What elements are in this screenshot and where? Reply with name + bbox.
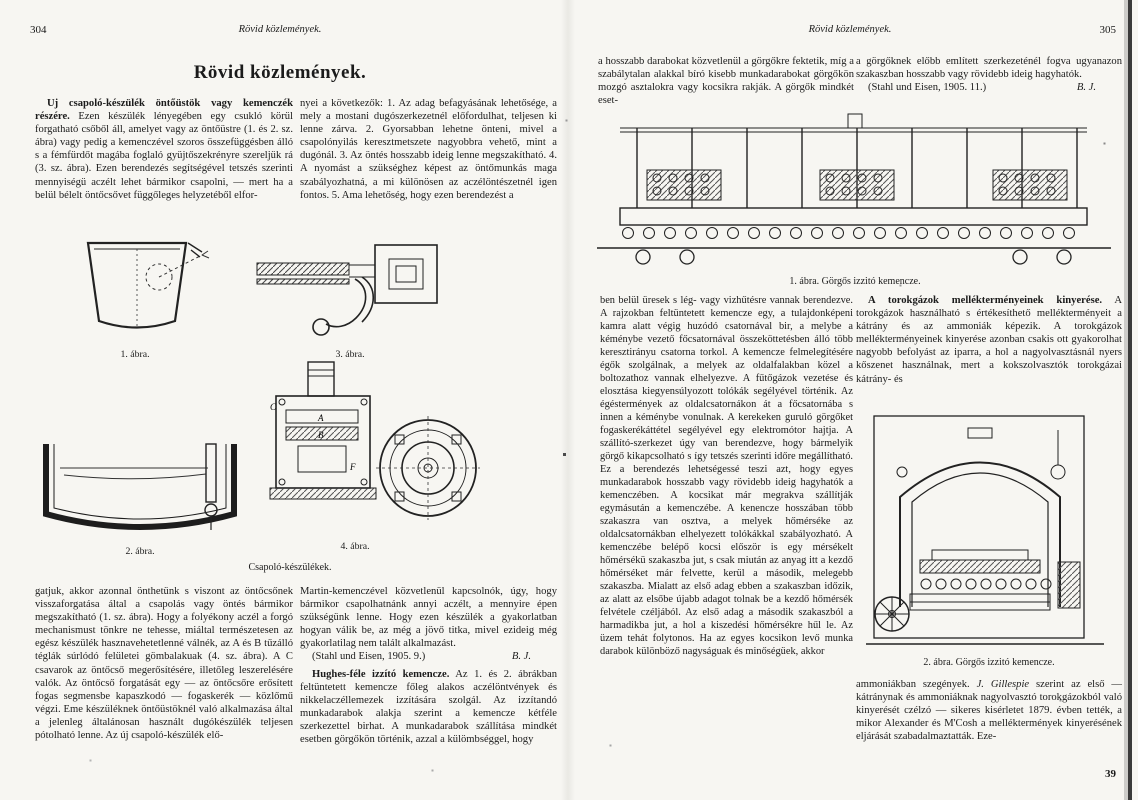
article1-source: (Stahl und Eisen, 1905. 9.) xyxy=(312,651,426,663)
article3-lead: A torokgázok mellékterményeinek kinyerése. xyxy=(868,295,1103,306)
col1-bottom-paragraph xyxy=(35,585,293,742)
furnace-end-view-clusters xyxy=(647,170,1067,200)
article2-lead: Hughes-féle izzító kemencze. xyxy=(312,668,450,680)
figure-2-tank-drawing xyxy=(40,438,240,543)
right-figure-2-caption: 2. ábra. Görgős izzitó kemencze. xyxy=(923,657,1055,668)
figure-1-ladle-drawing xyxy=(60,235,220,345)
col3-top-paragraph xyxy=(598,55,854,107)
right-figure-1-caption: 1. ábra. Görgős izzitó kemencze. xyxy=(789,276,921,287)
article3-p2-post: szerint az első — kátránynak és ammoniáknak nagyolvasztó torokgázokból való kinyerését czélzó — sikeres kisérletet 1879. évben tették, a mikor Alexander és M'Cosh a melléktermények kinyerésének eljárását szabadalmaztatták. Eze- xyxy=(856,679,1122,743)
figure-1-label: 1. ábra. xyxy=(120,349,150,360)
section-rollers xyxy=(921,579,1051,589)
article2-source-line xyxy=(856,81,1122,94)
col3-main-paragraph xyxy=(600,294,853,658)
scan-edge-line xyxy=(1128,0,1132,800)
left-page-number: 304 xyxy=(30,24,47,36)
article2-paragraph xyxy=(300,668,557,747)
roller-furnace-long-drawing xyxy=(595,112,1113,270)
article1-author: B. J. xyxy=(511,651,531,663)
article2-author: B. J. xyxy=(1076,82,1096,94)
article2-text: Az 1. és 2. ábrákban feltüntetett kemencze főleg alakos aczélöntvények és nikkelaczéllemezek izzítására szolgál. Az izzítandó munkadarabok alakja szerint a kemencze kétféle szerkezettel birhat. A munkadarabok szállítása mindkét esetben görgőkön történik, azzal a külömbséggel, hogy xyxy=(300,668,557,746)
roller-furnace-section-drawing xyxy=(862,412,1108,652)
article2-col4-top-text: a görgőknek előbb említett szerkezeténél fogva ugyanazon szakaszban hosszabb vagy rövidebb ideig hagyhatók. xyxy=(856,56,1122,81)
article1-col1-text: Ezen készülék lényegében egy csukló körül forgatható csőből áll, amelyet vagy az öntőüstre (1. és 2. sz. ábra) vagy pedig a kemenczével szoros összefüggésben álló s a fémfürdőt magába foglaló gyüjtőszekrényre szereljük rá (3. sz. ábra). Ezen berendezés segítségével tetszés szerinti mennyiségü aczélt lehet bármikor csapolni, — mert ha a belül bélelt öntőcsővet függőleges helyzetéből elfor- xyxy=(35,111,293,201)
section-title: Rövid közlemények. xyxy=(193,62,367,83)
article1-col2-bottom-text: Martin-kemenczével közvetlenül kapcsolnók, úgy, hogy bármikor csapolhatnánk annyi aczélt, a mennyire épen szükségünk lenne. Hogy ezen készülék a gyakorlatban hogyan válik be, az még a jövő titka, mivel ezideig még gyakorlatilag nem talált alkalmazást. xyxy=(300,586,557,650)
figure-4-part-label-c: C xyxy=(270,402,277,412)
article3-p1-text: A torokgázok használható s értékesíthető mellékterményeit a kátrány és az ammoniák képezik. A torokgázok mellékterményeinek kinyerése azonban csakis ott gyakorolhat nagyobb befolyást az iparra, a hol a nagyolvasztásnál nyers kőszenet használnak, mert a kokszolvasztók torokgázai kátrány- és xyxy=(856,295,1122,385)
article2-source: (Stahl und Eisen, 1905. 11.) xyxy=(868,82,987,94)
article1-source-line xyxy=(300,650,557,663)
scan-specks xyxy=(0,0,1,1)
article3-p2 xyxy=(856,678,1122,743)
col1-top-paragraph xyxy=(35,97,293,202)
article1-col1-bottom-text: gatjuk, akkor azonnal önthetünk s viszont az öntőcsőnek visszaforgatása által a csapolás vagy öntés bármikor megszakítható (1. sz. ábra). Hogy a folyékony aczél a forgó mechanismust tönkre ne tehesse, miáltal természetesen az egész készülék hasznavehetetlenné válnék, az A és B tűzálló téglák súrlódó felületei gömbalakuak (4. sz. ábra). A C csavarok az öntőcső megerősítésére, illetőleg leszerelésére valók. Az öntőcső forgatását egy — az öntőcsőre erősített fogas segmensbe kapaszkodó — fogaskerék — közlőmű végzi. Eme készüléknek öntőüstöknél való alkalmazása által a jelenleg általánosan használt dugókészülék teljesen pótolható lenne. Az új csapoló-készülék elő- xyxy=(35,586,293,742)
col4-top-block xyxy=(856,55,1122,94)
figure-3-spout-drawing xyxy=(255,243,460,348)
sheet-number: 39 xyxy=(1105,768,1116,780)
figure-group-caption: Csapoló-készülékek. xyxy=(248,562,332,573)
figure-4-part-label-a: A xyxy=(318,413,324,423)
figure-4-part-label-b: B xyxy=(318,430,324,440)
article1-col2-text: nyei a következők: 1. Az adag befagyásának lehetősége, a mely a mostani dugószerkezetnél előfordulhat, teljesen ki lenne zárva. 2. Gyorsabban lehetne önteni, mivel a csapolónyilás keresztmetszete nagyobbra vehető, mint a dugónál. 3. Az öntés hosszabb ideig lenne megszakítható. 4. A nyomást a szükséghez képest az öntőmunkás maga szabályozhatná, a mi különösen az aczélöntészetnél igen fontos. 5. Ama lehetőség, hogy ezen berendezést a xyxy=(300,98,557,201)
figure-4-part-label-f: F xyxy=(350,462,356,472)
furnace-carriage-wheels xyxy=(636,250,1071,264)
right-page-number: 305 xyxy=(1099,24,1116,36)
page-seam xyxy=(561,0,575,800)
furnace-rollers-row xyxy=(623,228,1075,239)
left-running-head: Rövid közlemények. xyxy=(238,24,322,35)
article2-col3-top-text: a hosszabb darabokat közvetlenül a görgőkre fektetik, míg a szabálytalan alakkal bíró kisebb munkadarabokat görgőkön mozgó asztalokra vagy kocsikra rakják. A görgők mindkét eset- xyxy=(598,56,854,107)
col2-top-paragraph xyxy=(300,97,557,202)
figure-2-label: 2. ábra. xyxy=(125,546,155,557)
article1-lead: Uj csapoló-készülék öntőüstök vagy kemenczék részére. xyxy=(35,98,293,123)
right-running-head: Rövid közlemények. xyxy=(808,24,892,35)
figure-4-label: 4. ábra. xyxy=(340,541,370,552)
article3-p2-person-name: J. Gillespie xyxy=(976,679,1030,690)
article2-col3-main-text: ben belül üresek s lég- vagy vizhűtésre vannak berendezve. A rajzokban feltüntetett kemencze egy, a tulajdonképeni kamra alatt végig huzódó csatornával bir, a melybe a kéménybe vezető főcsatornával összeköttetésben álló több keresztirányu csatorna torkol. A kemencze felmelegítésére égők szolgálnak, a melyek az oldalfalakban közel a boltozathoz vannak elhelyezve. A fűtőgázok vezetése és elosztása kiegyensúlyozott tolókák segélyével történik. Az égéstermények az oldalcsatornákon át a főcsatornába s innen a kéménybe vonulnak. A kerekeken guruló görgőket fogaskerékáttétel segélyével egy elektromótor hajtja. A szállító-szerkezet úgy van berendezve, hogy bármelyik görgő kikapcsolható s így tetszés szerinti időre megállítható. Ez a berendezés lehetségessé teszi azt, hogy egyes munkadarabok hosszabb vagy rövidebb ideig hagyhatók a kemenczében. A kocsikat már megrakva szállítják egymásután a kemenczébe. A kenencze hosszában több szakaszra van osztva, a melyek hőmérséke az oldalcsatornákban elhelyezett tolókákkal szabályozható. A kemenczébe belépő kocsi először is egy mérsékelt hőmérsékü szakaszba jut, s csak miután az anyag itt a kezdő hőmérséket már felvette, kerül a második, melegebb szakaszba. Mialatt az első adag ebben a szakaszban időzik, az alatt az elsőbe újabb adagot tolnak be a kezdő hőmérsék felvétele czéljából. Az első adag a második szakaszból a harmadikba jut, a hol a kiszedési hőmérsékre hűl le. Az üzem tehát folytonos. Ha az egyes kocsikon levő munka darabok különböző nagyságuak és minőségüek, akkor xyxy=(600,295,853,657)
article3-p2-pre: ammoniákban szegények. xyxy=(856,679,977,690)
col4-article3-paragraph xyxy=(856,294,1122,386)
col2-bottom-block xyxy=(300,585,557,746)
figure-3-label: 3. ábra. xyxy=(335,349,365,360)
figure-4-mechanism-drawing xyxy=(268,360,483,540)
col4-article3-continuation xyxy=(856,678,1122,743)
